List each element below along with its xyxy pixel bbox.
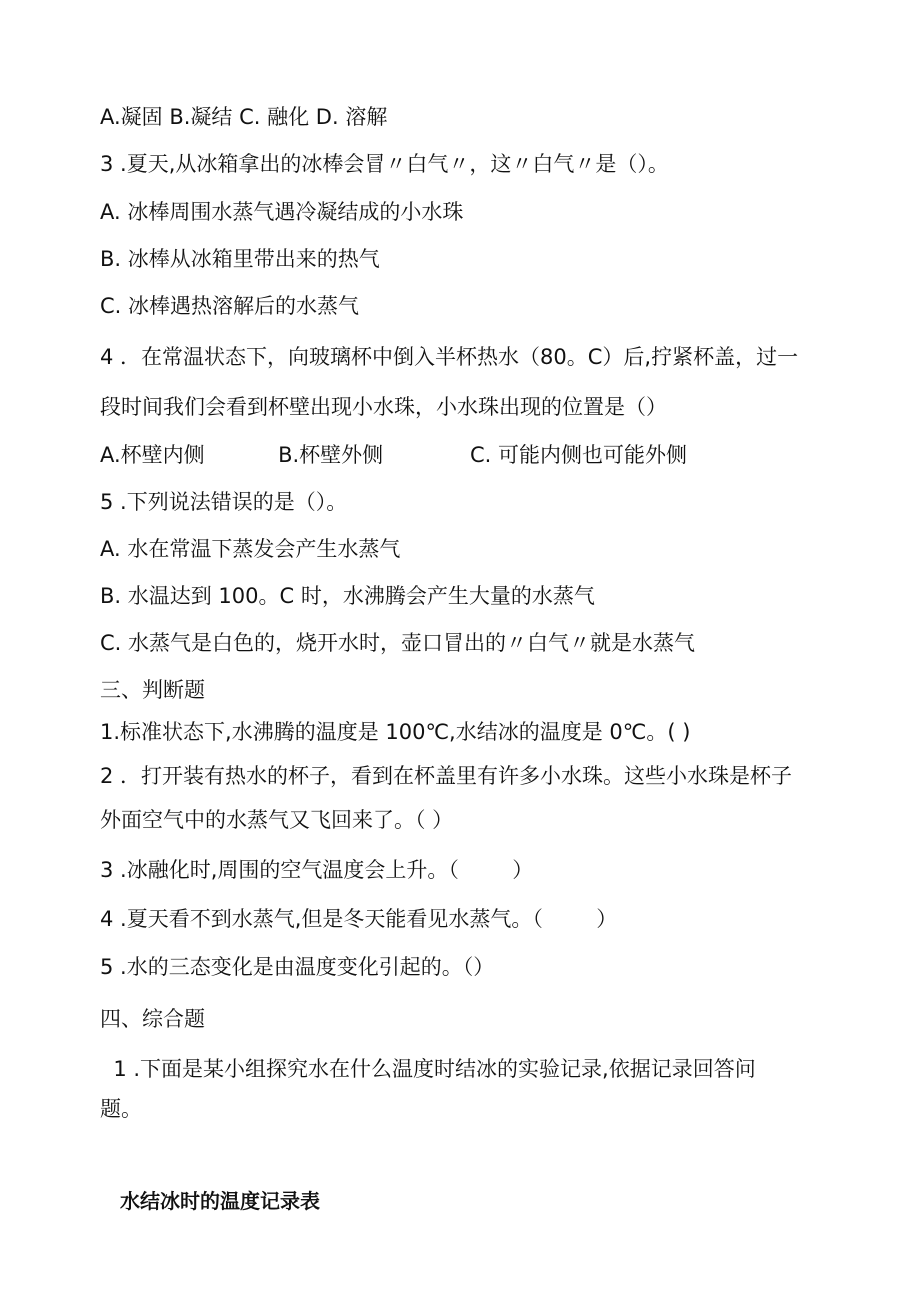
section-heading-judgement: 三、判断题 (100, 678, 205, 702)
q5-option-c: C. 水蒸气是白色的，烧开水时，壶口冒出的〃白气〃就是水蒸气 (100, 631, 696, 655)
q4-question-line1: 4 ．在常温状态下，向玻璃杯中倒入半杯热水（80。C）后,拧紧杯盖，过一 (100, 345, 799, 369)
table-title: 水结冰时的温度记录表 (120, 1189, 320, 1213)
q5-option-b: B. 水温达到 100。C 时，水沸腾会产生大量的水蒸气 (100, 584, 595, 608)
judge-q2-line2: 外面空气中的水蒸气又飞回来了。（ ） (100, 808, 454, 832)
q4-options: A.杯壁内侧 B.杯壁外侧 C. 可能内侧也可能外侧 (100, 443, 687, 467)
section-heading-comprehensive: 四、综合题 (100, 1007, 205, 1031)
q5-question: 5 .下列说法错误的是（）。 (100, 490, 348, 514)
q3-option-c: C. 冰棒遇热溶解后的水蒸气 (100, 294, 360, 318)
judge-q1: 1.标准状态下,水沸腾的温度是 100℃,水结冰的温度是 0℃。( ) (100, 720, 691, 744)
q2-options: A.凝固 B.凝结 C. 融化 D. 溶解 (100, 105, 388, 129)
comp-q1-line2: 题。 (100, 1097, 142, 1121)
q3-question: 3 .夏天,从冰箱拿出的冰棒会冒〃白气〃，这〃白气〃是（）。 (100, 152, 669, 176)
judge-q3: 3 .冰融化时,周围的空气温度会上升。（ ） (100, 858, 534, 882)
judge-q2-line1: 2 ．打开装有热水的杯子，看到在杯盖里有许多小水珠。这些小水珠是杯子 (100, 764, 793, 788)
q5-option-a: A. 水在常温下蒸发会产生水蒸气 (100, 537, 401, 561)
judge-q4: 4 .夏天看不到水蒸气,但是冬天能看见水蒸气。（ ） (100, 907, 618, 931)
judge-q5: 5 .水的三态变化是由温度变化引起的。（） (100, 955, 495, 979)
q3-option-b: B. 冰棒从冰箱里带出来的热气 (100, 247, 380, 271)
q4-question-line2: 段时间我们会看到杯壁出现小水珠，小水珠出现的位置是（） (100, 395, 667, 419)
comp-q1-line1: 1 .下面是某小组探究水在什么温度时结冰的实验记录,依据记录回答问 (100, 1057, 756, 1081)
q3-option-a: A. 冰棒周围水蒸气遇冷凝结成的小水珠 (100, 200, 464, 224)
